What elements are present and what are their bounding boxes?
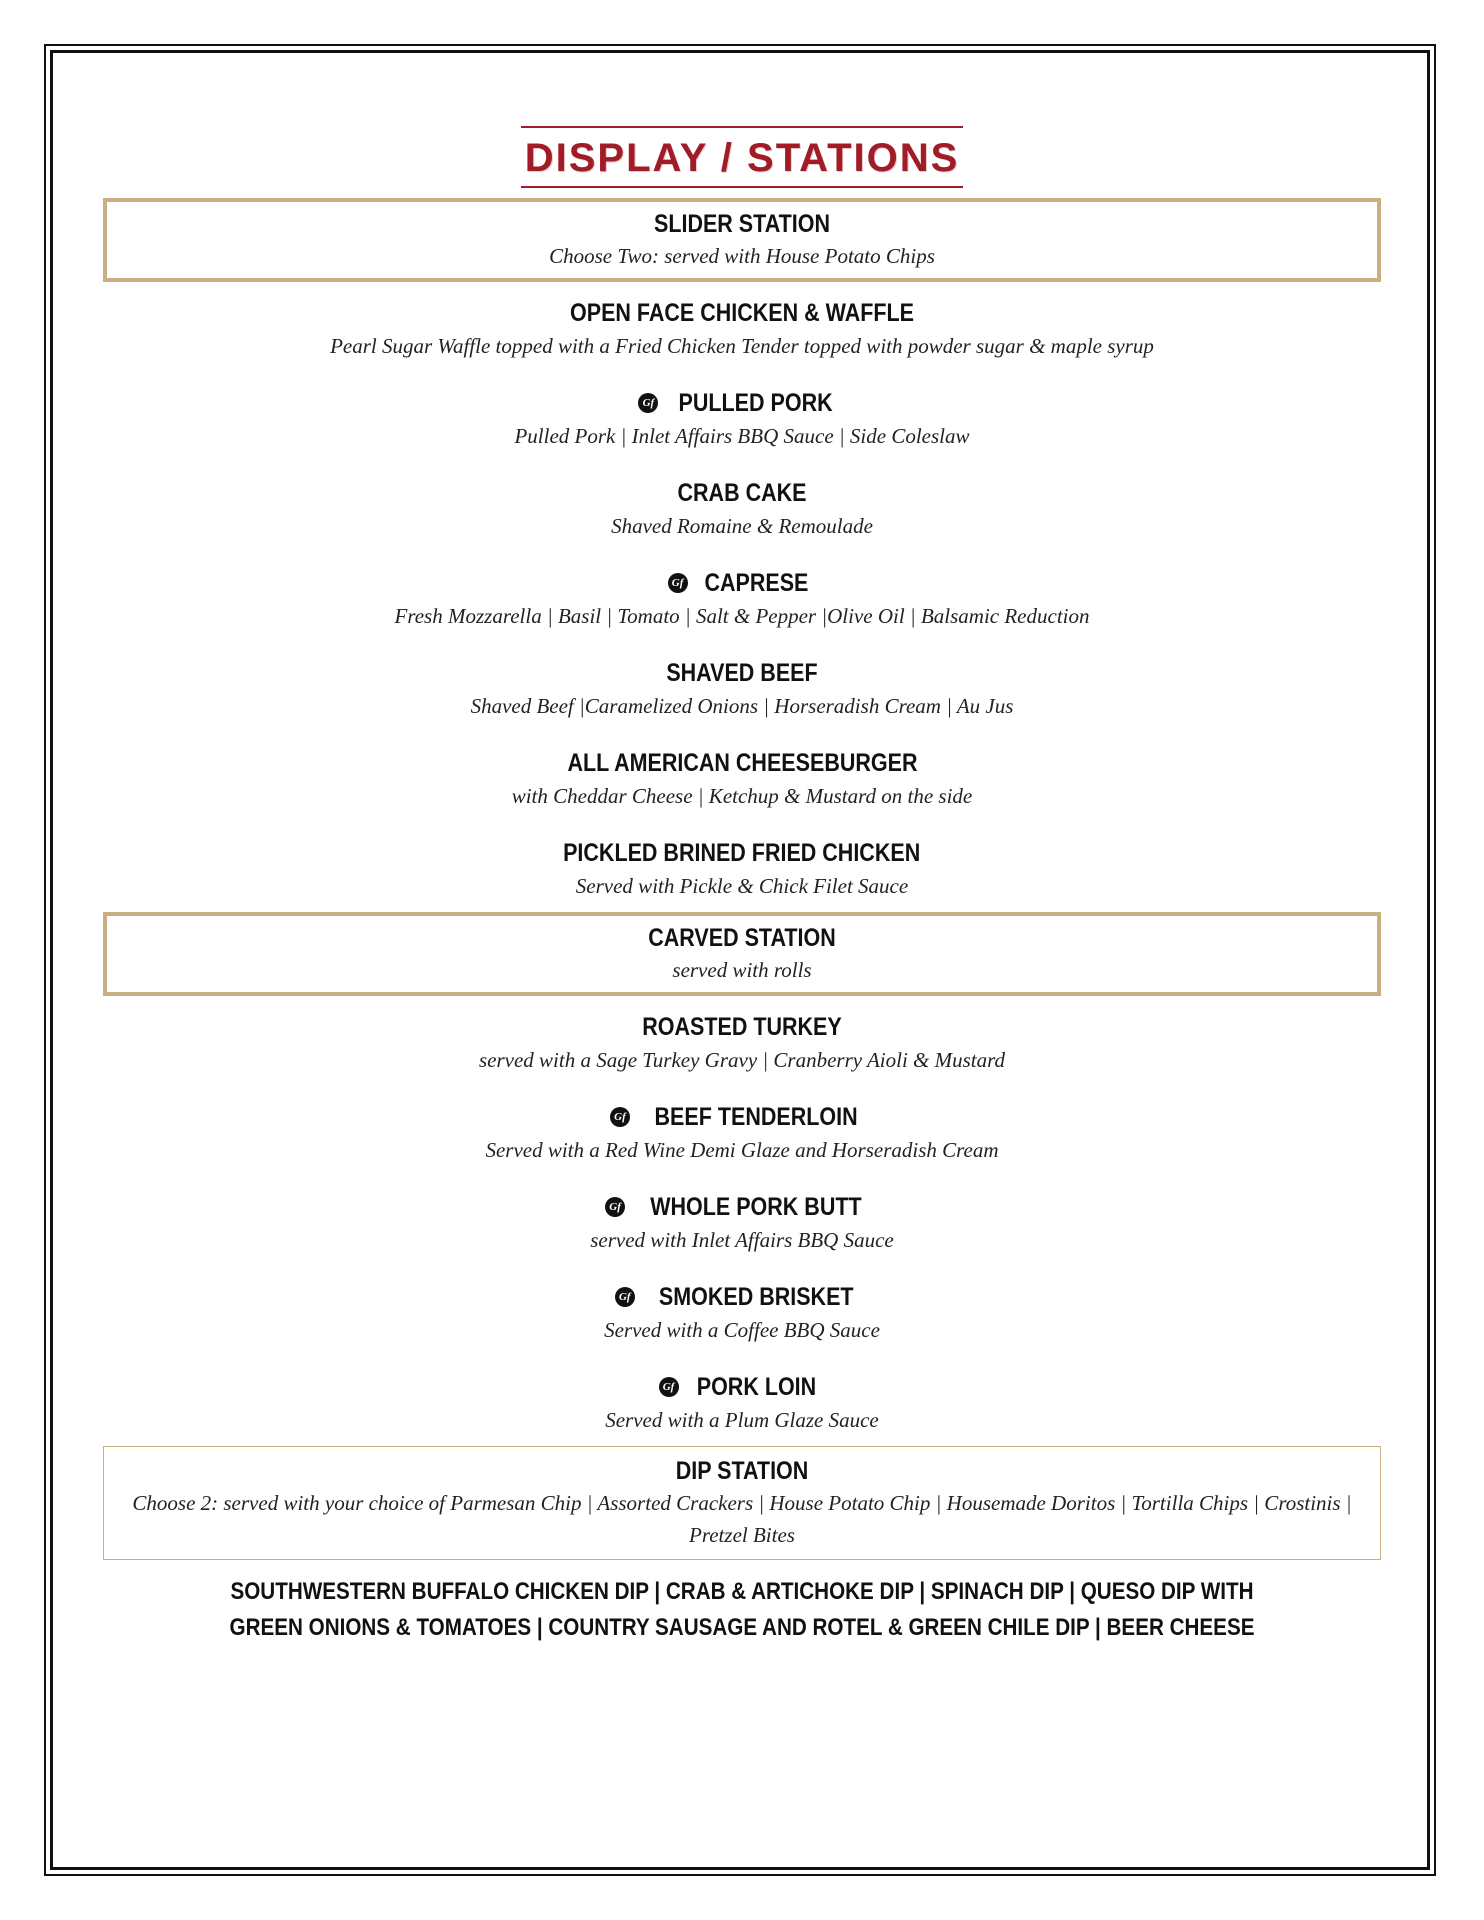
menu-item-title <box>103 386 1381 420</box>
carved-station-items <box>103 996 1381 1446</box>
menu-item-title <box>103 566 1381 600</box>
menu-item-description: Served with a Red Wine Demi Glaze and Horseradish Cream <box>485 1138 999 1162</box>
menu-item-description: Shaved Beef |Caramelized Onions | Horseradish Cream | Au Jus <box>470 694 1014 718</box>
menu-item-name: ALL AMERICAN CHEESEBURGER <box>566 749 917 777</box>
menu-item-title <box>103 746 1381 780</box>
station-title: CARVED STATION <box>648 924 836 952</box>
gluten-free-icon: Gf <box>610 1107 630 1127</box>
menu-item <box>103 822 1381 912</box>
gluten-free-icon: Gf <box>638 393 658 413</box>
menu-item-title <box>103 836 1381 870</box>
menu-item-title <box>103 476 1381 510</box>
carved-station-header <box>103 912 1381 996</box>
page-title-wrap <box>103 126 1381 188</box>
menu-item-title <box>103 1190 1381 1224</box>
menu-item-name: SHAVED BEEF <box>666 659 818 687</box>
dip-station-header <box>103 1446 1381 1560</box>
page-title: DISPLAY / STATIONS <box>521 126 964 188</box>
menu-item <box>103 1266 1381 1356</box>
station-title: SLIDER STATION <box>653 210 830 238</box>
menu-item-description: Fresh Mozzarella | Basil | Tomato | Salt & Pepper |Olive Oil | Balsamic Reduction <box>394 604 1090 628</box>
menu-item-title <box>103 296 1381 330</box>
station-subtitle: served with rolls <box>672 958 812 982</box>
station-subtitle: Choose 2: served with your choice of Parmesan Chip | Assorted Crackers | House Potato Chip | Housemade Doritos | Tortilla Chips | Crostinis | Pretzel Bites <box>132 1491 1352 1547</box>
menu-item-description: Served with a Plum Glaze Sauce <box>605 1408 879 1432</box>
menu-item-description: Served with Pickle & Chick Filet Sauce <box>575 874 909 898</box>
menu-item-name: SMOKED BRISKET <box>658 1283 854 1311</box>
slider-station-items <box>103 282 1381 912</box>
gluten-free-icon: Gf <box>615 1287 635 1307</box>
menu-item-title <box>103 1280 1381 1314</box>
gluten-free-icon: Gf <box>659 1377 679 1397</box>
menu-item <box>103 1356 1381 1446</box>
dip-list: SOUTHWESTERN BUFFALO CHICKEN DIP | CRAB & ARTICHOKE DIP | SPINACH DIP | QUESO DIP WITH GREEN ONIONS & TOMATOES | COUNTRY SAUSAGE AND ROTEL & GREEN CHILE DIP | BEER CHEESE <box>229 1578 1255 1641</box>
menu-item-name: WHOLE PORK BUTT <box>650 1193 862 1221</box>
menu-item-name: OPEN FACE CHICKEN & WAFFLE <box>569 299 914 327</box>
menu-item-description: served with a Sage Turkey Gravy | Cranberry Aioli & Mustard <box>478 1048 1006 1072</box>
menu-item-name: CRAB CAKE <box>677 479 807 507</box>
gluten-free-icon: Gf <box>668 573 688 593</box>
menu-item-name: ROASTED TURKEY <box>642 1013 842 1041</box>
menu-item-name: PORK LOIN <box>696 1373 816 1401</box>
menu-item-name: CAPRESE <box>704 569 808 597</box>
menu-item-title <box>103 656 1381 690</box>
slider-station-header <box>103 198 1381 282</box>
menu-item-title <box>103 1010 1381 1044</box>
menu-item-description: Shaved Romaine & Remoulade <box>611 514 873 538</box>
menu-item-description: Pulled Pork | Inlet Affairs BBQ Sauce | Side Coleslaw <box>514 424 970 448</box>
menu-item-name: PICKLED BRINED FRIED CHICKEN <box>563 839 921 867</box>
menu-item <box>103 996 1381 1086</box>
menu-item-name: BEEF TENDERLOIN <box>654 1103 858 1131</box>
menu-item-description: Pearl Sugar Waffle topped with a Fried Chicken Tender topped with powder sugar & maple syrup <box>330 334 1154 358</box>
menu-item <box>103 552 1381 642</box>
menu-item-title <box>103 1370 1381 1404</box>
menu-item-description: Served with a Coffee BBQ Sauce <box>604 1318 880 1342</box>
menu-item-description: with Cheddar Cheese | Ketchup & Mustard on the side <box>511 784 973 808</box>
menu-item <box>103 1086 1381 1176</box>
menu-item <box>103 642 1381 732</box>
menu-item <box>103 372 1381 462</box>
gluten-free-icon: Gf <box>605 1197 625 1217</box>
menu-item <box>103 282 1381 372</box>
menu-item <box>103 1176 1381 1266</box>
menu-item-name: PULLED PORK <box>678 389 834 417</box>
menu-item <box>103 462 1381 552</box>
menu-item-title <box>103 1100 1381 1134</box>
menu-item <box>103 732 1381 822</box>
station-subtitle: Choose Two: served with House Potato Chips <box>549 244 935 268</box>
menu-content <box>103 126 1381 1646</box>
menu-item-description: served with Inlet Affairs BBQ Sauce <box>590 1228 894 1252</box>
station-title: DIP STATION <box>675 1457 809 1485</box>
